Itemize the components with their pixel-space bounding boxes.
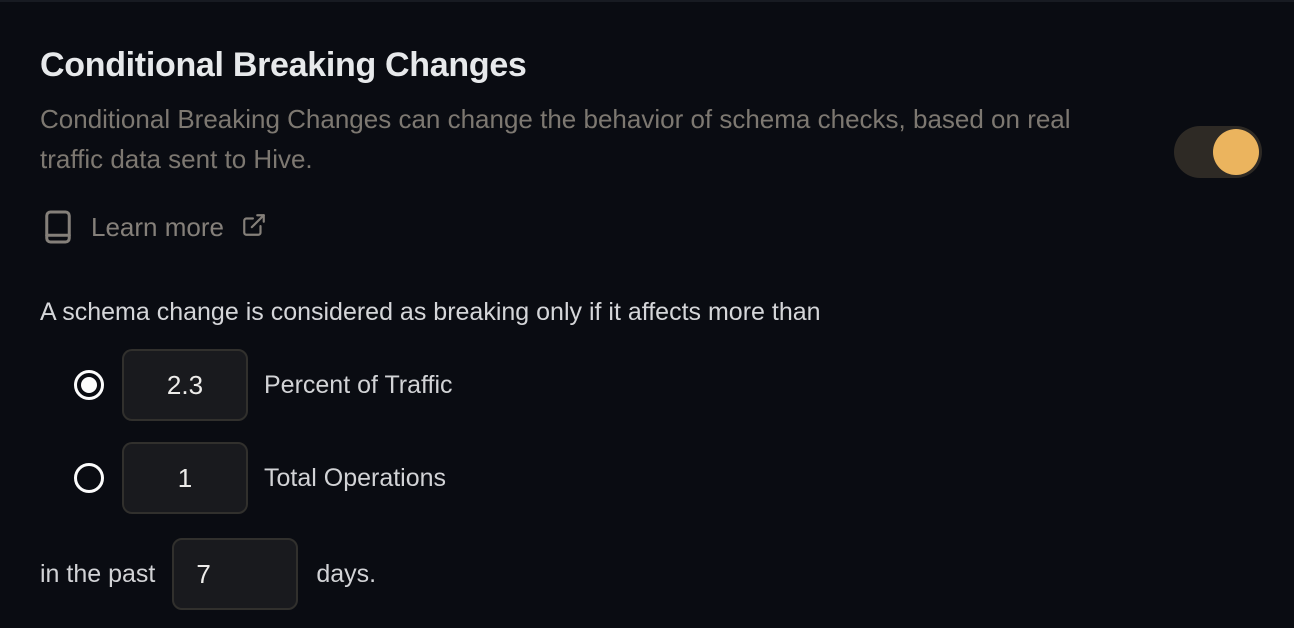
total-operations-label: Total Operations [264, 463, 447, 492]
book-icon [40, 206, 76, 248]
total-operations-row [40, 442, 1254, 514]
radio-dot-icon [81, 377, 97, 393]
page-title: Conditional Breaking Changes [40, 46, 527, 84]
conditional-breaking-changes-toggle[interactable] [1174, 126, 1262, 178]
total-operations-input[interactable] [122, 442, 248, 514]
section-description: Conditional Breaking Changes can change the behavior of schema checks, based on real traffic data sent to Hive. [40, 104, 1071, 174]
radio-dot-icon [81, 470, 97, 486]
learn-more-link[interactable] [40, 207, 267, 247]
toggle-knob-icon [1213, 129, 1259, 175]
period-suffix: days. [316, 559, 377, 588]
learn-more-label: Learn more [91, 211, 224, 242]
period-days-input[interactable] [172, 538, 298, 610]
percent-of-traffic-radio[interactable] [74, 370, 104, 400]
percent-of-traffic-input[interactable] [122, 349, 248, 421]
percent-of-traffic-row [40, 349, 1254, 421]
condition-intro-text: A schema change is considered as breaking only if it affects more than [40, 298, 821, 326]
total-operations-radio[interactable] [74, 463, 104, 493]
period-row [40, 538, 1254, 610]
period-prefix: in the past [40, 559, 156, 588]
percent-of-traffic-label: Percent of Traffic [264, 370, 453, 399]
external-link-icon [241, 212, 267, 238]
